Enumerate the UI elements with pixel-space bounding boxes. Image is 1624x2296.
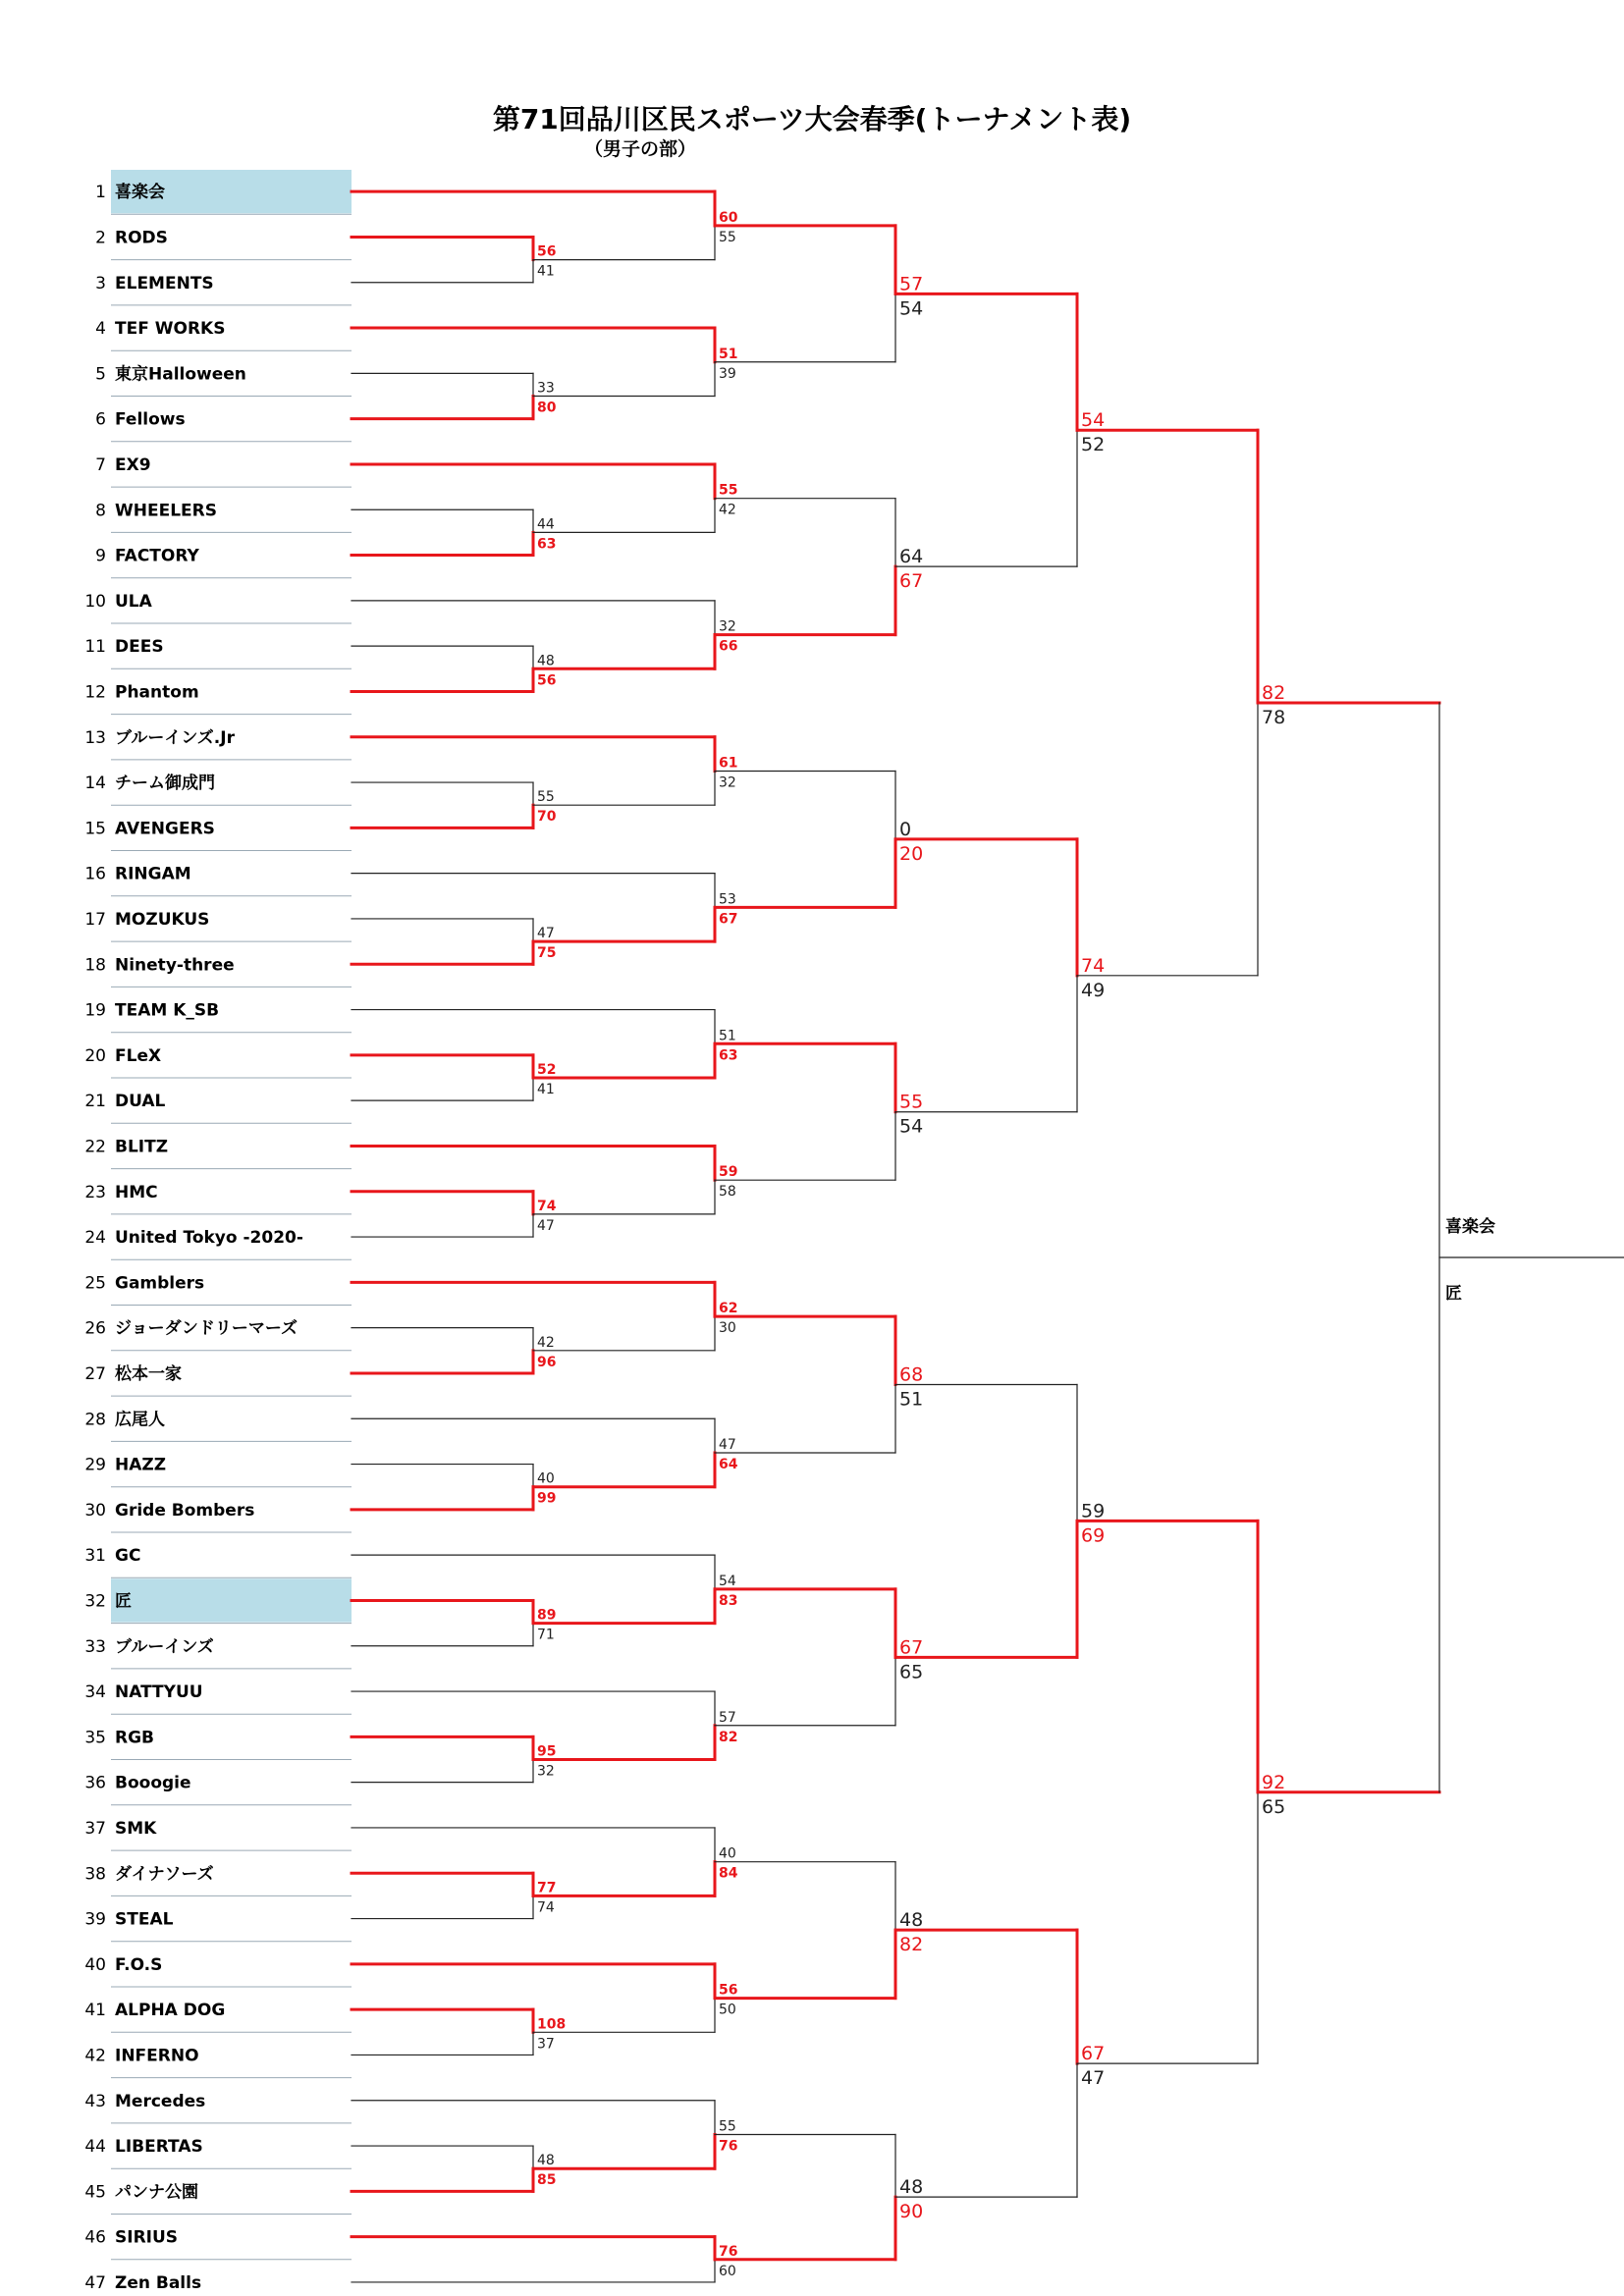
team-number: 34 xyxy=(84,1682,106,1703)
team-number: 10 xyxy=(84,591,106,612)
score-bottom: 56 xyxy=(537,672,557,689)
score-bottom: 85 xyxy=(537,2172,557,2189)
score-top: 33 xyxy=(537,380,555,397)
team-name: RGB xyxy=(115,1728,155,1748)
score-top: 67 xyxy=(899,1636,924,1659)
score-bottom: 76 xyxy=(719,2138,738,2155)
score-top: 92 xyxy=(1262,1771,1286,1793)
score-bottom: 80 xyxy=(537,400,557,416)
team-number: 43 xyxy=(84,2091,106,2111)
score-bottom: 63 xyxy=(719,1047,738,1064)
team-name: LIBERTAS xyxy=(115,2137,203,2158)
score-bottom: 37 xyxy=(537,2036,555,2053)
team-name: 匠 xyxy=(115,1591,132,1612)
team-name: WHEELERS xyxy=(115,501,217,521)
team-number: 1 xyxy=(95,183,106,203)
score-bottom: 70 xyxy=(537,809,557,826)
score-bottom: 67 xyxy=(899,570,924,593)
team-name: チーム御成門 xyxy=(115,774,215,794)
score-bottom: 75 xyxy=(537,945,557,962)
score-top: 47 xyxy=(537,926,555,942)
team-name: RODS xyxy=(115,228,168,248)
score-bottom: 52 xyxy=(1081,434,1106,456)
team-number: 15 xyxy=(84,819,106,839)
team-name: パンナ公園 xyxy=(115,2182,198,2203)
score-top: 74 xyxy=(1081,954,1106,977)
team-number: 8 xyxy=(95,501,106,521)
score-top: 89 xyxy=(537,1607,557,1624)
score-bottom: 71 xyxy=(537,1627,555,1643)
score-top: 48 xyxy=(537,2153,555,2169)
score-top: 56 xyxy=(537,243,557,260)
team-name: STEAL xyxy=(115,1909,174,1930)
score-top: 0 xyxy=(899,818,912,840)
score-top: 40 xyxy=(719,1845,736,1862)
score-bottom: 30 xyxy=(719,1320,736,1337)
team-name: ブルーインズ.Jr xyxy=(115,727,235,748)
score-bottom: 20 xyxy=(899,842,924,865)
score-bottom: 78 xyxy=(1262,707,1286,729)
score-top: 64 xyxy=(899,546,924,568)
score-bottom: 32 xyxy=(719,774,736,791)
team-number: 7 xyxy=(95,454,106,475)
score-top: 57 xyxy=(719,1709,736,1726)
team-number: 17 xyxy=(84,909,106,930)
score-bottom: 83 xyxy=(719,1592,738,1609)
score-top: 67 xyxy=(1081,2043,1106,2065)
team-name: 広尾人 xyxy=(115,1410,165,1430)
score-top: 51 xyxy=(719,1028,736,1044)
score-bottom: 54 xyxy=(899,297,924,320)
team-name: HMC xyxy=(115,1182,158,1202)
team-number: 45 xyxy=(84,2182,106,2203)
score-top: 42 xyxy=(537,1334,555,1351)
team-number: 18 xyxy=(84,955,106,976)
team-number: 31 xyxy=(84,1546,106,1567)
team-name: FACTORY xyxy=(115,546,199,566)
score-bottom: 32 xyxy=(537,1763,555,1780)
team-name: Phantom xyxy=(115,682,199,703)
team-name: NATTYUU xyxy=(115,1682,203,1703)
team-number: 12 xyxy=(84,682,106,703)
team-name: ALPHA DOG xyxy=(115,2001,226,2021)
score-bottom: 42 xyxy=(719,502,736,518)
team-number: 14 xyxy=(84,774,106,794)
team-number: 21 xyxy=(84,1092,106,1112)
score-top: 54 xyxy=(719,1573,736,1589)
team-number: 40 xyxy=(84,1954,106,1975)
score-bottom: 67 xyxy=(719,911,738,928)
score-top: 53 xyxy=(719,891,736,908)
team-number: 22 xyxy=(84,1137,106,1157)
final-team-top: 喜楽会 xyxy=(1445,1217,1495,1237)
team-name: DEES xyxy=(115,637,164,658)
score-top: 62 xyxy=(719,1301,738,1317)
score-bottom: 82 xyxy=(719,1729,738,1745)
score-top: 77 xyxy=(537,1880,557,1896)
team-number: 36 xyxy=(84,1773,106,1793)
team-name: INFERNO xyxy=(115,2046,199,2066)
team-number: 33 xyxy=(84,1636,106,1657)
team-name: ELEMENTS xyxy=(115,273,214,294)
score-top: 55 xyxy=(899,1091,924,1113)
score-bottom: 64 xyxy=(719,1456,738,1472)
team-number: 27 xyxy=(84,1363,106,1384)
score-top: 95 xyxy=(537,1743,557,1760)
team-number: 5 xyxy=(95,364,106,385)
team-name: ブルーインズ xyxy=(115,1636,214,1657)
score-top: 74 xyxy=(537,1198,557,1214)
team-number: 9 xyxy=(95,546,106,566)
score-top: 48 xyxy=(899,1909,924,1932)
team-name: EX9 xyxy=(115,454,151,475)
score-bottom: 49 xyxy=(1081,979,1106,1001)
score-top: 59 xyxy=(719,1164,738,1181)
team-name: SMK xyxy=(115,1818,157,1839)
score-top: 55 xyxy=(537,789,555,806)
team-name: Mercedes xyxy=(115,2091,206,2111)
score-bottom: 90 xyxy=(899,2201,924,2223)
team-number: 44 xyxy=(84,2137,106,2158)
score-bottom: 55 xyxy=(719,229,736,245)
team-name: AVENGERS xyxy=(115,819,215,839)
page-subtitle: （男子の部） xyxy=(584,138,697,160)
team-name: MOZUKUS xyxy=(115,909,210,930)
score-bottom: 63 xyxy=(537,536,557,553)
score-bottom: 50 xyxy=(719,2002,736,2018)
score-top: 82 xyxy=(1262,682,1286,705)
score-bottom: 41 xyxy=(537,1082,555,1097)
score-bottom: 82 xyxy=(899,1934,924,1956)
score-top: 32 xyxy=(719,618,736,635)
score-top: 54 xyxy=(1081,409,1106,432)
score-bottom: 69 xyxy=(1081,1524,1106,1547)
team-number: 20 xyxy=(84,1045,106,1066)
score-bottom: 47 xyxy=(1081,2067,1106,2090)
team-number: 26 xyxy=(84,1318,106,1339)
score-bottom: 41 xyxy=(537,263,555,280)
team-number: 37 xyxy=(84,1818,106,1839)
team-number: 32 xyxy=(84,1591,106,1612)
score-bottom: 74 xyxy=(537,1899,555,1916)
team-number: 11 xyxy=(84,637,106,658)
team-number: 19 xyxy=(84,1000,106,1021)
team-number: 16 xyxy=(84,864,106,884)
score-top: 47 xyxy=(719,1436,736,1453)
team-number: 2 xyxy=(95,228,106,248)
team-number: 29 xyxy=(84,1455,106,1475)
team-name: BLITZ xyxy=(115,1137,169,1157)
team-number: 24 xyxy=(84,1228,106,1249)
score-top: 76 xyxy=(719,2243,738,2260)
team-name: HAZZ xyxy=(115,1455,167,1475)
page-title: 第71回品川区民スポーツ大会春季(トーナメント表) xyxy=(492,103,1132,135)
team-name: TEF WORKS xyxy=(115,319,226,340)
team-name: Zen Balls xyxy=(115,2272,202,2293)
team-name: GC xyxy=(115,1546,141,1567)
score-top: 59 xyxy=(1081,1500,1106,1522)
team-number: 30 xyxy=(84,1500,106,1521)
team-highlight xyxy=(111,1578,352,1622)
score-bottom: 84 xyxy=(719,1865,738,1882)
score-top: 55 xyxy=(719,2118,736,2135)
score-bottom: 51 xyxy=(899,1388,924,1411)
score-top: 48 xyxy=(899,2176,924,2199)
score-top: 51 xyxy=(719,346,738,362)
score-top: 44 xyxy=(537,516,555,533)
final-team-bottom: 匠 xyxy=(1445,1284,1462,1304)
team-name: United Tokyo -2020- xyxy=(115,1228,303,1249)
team-number: 39 xyxy=(84,1909,106,1930)
score-bottom: 54 xyxy=(899,1115,924,1138)
team-name: ジョーダンドリーマーズ xyxy=(115,1318,298,1339)
team-number: 35 xyxy=(84,1728,106,1748)
score-bottom: 58 xyxy=(719,1184,736,1201)
team-name: Gamblers xyxy=(115,1273,205,1294)
team-number: 25 xyxy=(84,1273,106,1294)
team-number: 41 xyxy=(84,2001,106,2021)
team-name: Fellows xyxy=(115,409,186,430)
team-number: 23 xyxy=(84,1182,106,1202)
team-name: FLeX xyxy=(115,1045,162,1066)
score-bottom: 65 xyxy=(1262,1795,1286,1818)
team-number: 42 xyxy=(84,2046,106,2066)
team-number: 47 xyxy=(84,2272,106,2293)
score-bottom: 60 xyxy=(719,2263,736,2279)
team-name: Ninety-three xyxy=(115,955,235,976)
score-top: 60 xyxy=(719,209,738,226)
score-bottom: 96 xyxy=(537,1354,557,1370)
team-name: SIRIUS xyxy=(115,2227,179,2248)
team-name: RINGAM xyxy=(115,864,191,884)
team-number: 4 xyxy=(95,319,106,340)
score-bottom: 47 xyxy=(537,1217,555,1234)
team-name: Booogie xyxy=(115,1773,191,1793)
team-name: ULA xyxy=(115,591,152,612)
score-top: 108 xyxy=(537,2016,567,2033)
team-name: F.O.S xyxy=(115,1954,163,1975)
team-number: 28 xyxy=(84,1410,106,1430)
score-bottom: 66 xyxy=(719,638,738,655)
team-number: 38 xyxy=(84,1864,106,1885)
score-top: 40 xyxy=(537,1470,555,1487)
team-name: Gride Bombers xyxy=(115,1500,255,1521)
score-top: 55 xyxy=(719,482,738,499)
score-bottom: 99 xyxy=(537,1490,557,1507)
team-name: DUAL xyxy=(115,1092,166,1112)
team-number: 46 xyxy=(84,2227,106,2248)
score-top: 56 xyxy=(719,1982,738,1999)
team-name: 松本一家 xyxy=(115,1363,182,1384)
score-top: 48 xyxy=(537,653,555,669)
score-bottom: 65 xyxy=(899,1661,924,1683)
team-number: 13 xyxy=(84,727,106,748)
team-name: 喜楽会 xyxy=(115,183,165,203)
score-top: 57 xyxy=(899,273,924,295)
score-top: 61 xyxy=(719,755,738,772)
team-number: 6 xyxy=(95,409,106,430)
team-name: TEAM K_SB xyxy=(115,1000,220,1021)
score-top: 68 xyxy=(899,1363,924,1386)
score-top: 52 xyxy=(537,1062,557,1078)
team-name: ダイナソーズ xyxy=(115,1864,214,1885)
team-number: 3 xyxy=(95,273,106,294)
team-name: 東京Halloween xyxy=(115,364,246,385)
score-bottom: 39 xyxy=(719,365,736,382)
